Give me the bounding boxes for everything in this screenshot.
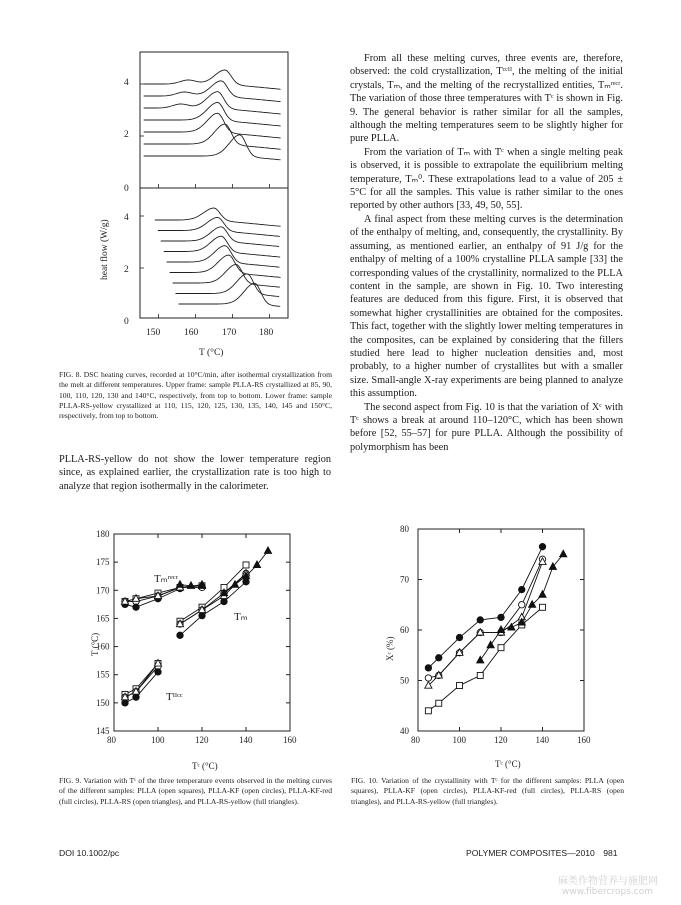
fig9-axes bbox=[96, 529, 297, 745]
data-point-square bbox=[436, 700, 442, 706]
fig9-ylabel: T (°C) bbox=[90, 632, 100, 656]
ytick-label: 70 bbox=[400, 574, 409, 585]
fig8-xtick: 150 bbox=[146, 328, 161, 338]
data-point-circle bbox=[133, 604, 139, 610]
series-line bbox=[428, 607, 542, 711]
fig9-label-recr: Tₘʳᵉᶜʳ bbox=[154, 573, 178, 585]
data-point-square bbox=[498, 645, 504, 651]
journal-name: POLYMER COMPOSITES—2010 bbox=[466, 848, 595, 858]
dsc-curve bbox=[170, 255, 281, 277]
data-point-circle bbox=[122, 700, 128, 706]
data-point-circle bbox=[155, 669, 161, 675]
data-point-circle bbox=[519, 586, 525, 592]
footer-doi: DOI 10.1002/pc bbox=[59, 848, 120, 858]
data-point-circle bbox=[199, 612, 205, 618]
data-point-circle bbox=[177, 632, 183, 638]
fig8-xtick: 170 bbox=[222, 328, 237, 338]
data-point-circle bbox=[436, 655, 442, 661]
fig8-ytick: 0 bbox=[124, 184, 129, 194]
data-point-circle bbox=[425, 665, 431, 671]
xtick-label: 140 bbox=[535, 735, 549, 745]
fig10-xlabel: Tᶜ (°C) bbox=[495, 759, 521, 769]
data-point-triangle bbox=[560, 550, 567, 557]
xtick-label: 140 bbox=[239, 735, 253, 745]
data-point-triangle bbox=[539, 591, 546, 598]
fig9-caption: FIG. 9. Variation with Tᶜ of the three temperature events observed in the melting curves of the different samples: PLLA (open squares), PLLA-KF (open circles), PLLA-KF-red (full circles), PLLA-RS (open triangles), and PLLA-RS-yellow (full triangles). bbox=[59, 776, 332, 806]
data-point-circle bbox=[498, 614, 504, 620]
fig8-ytick: 0 bbox=[124, 317, 129, 327]
ytick-label: 170 bbox=[96, 585, 110, 596]
paragraph: A final aspect from these melting curves is the determination of the enthalpy of melting, and, consequently, the crystallinity. By assuming, as mentioned earlier, an enthalpy of 91 J/g for the enthalpy of melting of a 100% crystalline PLLA sample [33] the corresponding values of the crystallinity, normalized to the PLLA content in the sample, are shown in Fig. 10. Two interesting features are deduced from this figure. First, it is observed that somewhat higher crystallinities are obtained for the composites. This fact, together with the slightly lower melting temperatures in the composites, can be explained by considering that the fillers studied here lead to higher nucleation densities and, most probably, to a higher number of crystallites but with a smaller size. Small-angle X-ray experiments are being planned to analyze this assumption. bbox=[350, 213, 623, 400]
data-point-circle bbox=[425, 675, 431, 681]
series-line bbox=[125, 666, 158, 697]
ytick-label: 150 bbox=[96, 697, 110, 708]
fig8-ylabel: heat flow (W/g) bbox=[100, 219, 110, 280]
fig8-ytick: 4 bbox=[124, 213, 129, 223]
fig8-xlabel: T (°C) bbox=[199, 348, 224, 358]
paragraph: From the variation of Tₘ with Tᶜ when a single melting peak is observed, it is possible to extrapolate the equilibrium melting temperature, Tₘ⁰. These extrapolations lead to a value of 205 ± 5°C for all the samples. This value is rather similar to the ones reported by other authors [33, 49, 50, 55]. bbox=[350, 146, 623, 212]
fig8-ytick: 4 bbox=[124, 78, 129, 88]
fig9-chart bbox=[84, 528, 304, 773]
data-point-square bbox=[477, 672, 483, 678]
fig9-label-m: Tₘ bbox=[234, 611, 248, 623]
watermark-url: www.fibercrops.com bbox=[562, 887, 653, 897]
fig8-xtick: 180 bbox=[259, 328, 274, 338]
fig10-caption: FIG. 10. Variation of the crystallinity with Tᶜ for the different samples: PLLA (open squares), PLLA-KF (open circles), PLLA-KF-red (full circles), PLLA-RS (open triangles), and PLLA-RS-yellow (full triangles). bbox=[351, 776, 624, 806]
dsc-curve bbox=[144, 70, 281, 89]
fig8-chart bbox=[98, 50, 298, 364]
xtick-label: 160 bbox=[577, 735, 591, 745]
ytick-label: 165 bbox=[96, 613, 110, 624]
data-point-square bbox=[540, 604, 546, 610]
fig9-series bbox=[121, 547, 271, 706]
data-point-circle bbox=[221, 598, 227, 604]
fig8-ytick: 2 bbox=[124, 265, 129, 275]
data-point-triangle bbox=[264, 547, 271, 554]
data-point-square bbox=[457, 683, 463, 689]
dsc-curve bbox=[144, 124, 281, 149]
ytick-label: 145 bbox=[96, 726, 110, 736]
watermark-cn: 麻类作物营养与施肥网 bbox=[558, 876, 658, 887]
ytick-label: 50 bbox=[400, 675, 409, 686]
xtick-label: 80 bbox=[107, 735, 116, 745]
left-col-text: PLLA-RS-yellow do not show the lower temperature region since, as explained earlier, the crystallization rate is too high to analyze that region isothermally in the calorimeter. bbox=[59, 454, 331, 492]
ytick-label: 180 bbox=[96, 529, 110, 539]
plot-frame bbox=[114, 534, 290, 731]
xtick-label: 100 bbox=[452, 735, 466, 745]
series-line bbox=[180, 582, 246, 635]
fig8-upper-curves bbox=[144, 70, 281, 160]
ytick-label: 160 bbox=[96, 641, 110, 652]
data-point-circle bbox=[243, 579, 249, 585]
data-point-circle bbox=[477, 617, 483, 623]
fig8-caption: FIG. 8. DSC heating curves, recorded at 10°C/min, after isothermal crystallization from the melt at different temperatures. Upper frame: sample PLLA-RS crystallized at 85, 90, 100, 110, 120, 130 and 140°C, respectively, from top to bottom. Lower frame: sample PLLA-RS-yellow crystallized at 110, 115, 120, 125, 130, 135, 140, 145 and 150°C, respectively, from top to bottom. bbox=[59, 370, 332, 421]
ytick-label: 80 bbox=[400, 524, 409, 534]
xtick-label: 80 bbox=[411, 735, 420, 745]
data-point-circle bbox=[456, 634, 462, 640]
xtick-label: 120 bbox=[195, 735, 209, 745]
footer-journal bbox=[466, 848, 618, 858]
xtick-label: 100 bbox=[151, 735, 165, 745]
data-point-square bbox=[243, 562, 249, 568]
ytick-label: 175 bbox=[96, 557, 110, 568]
series-line bbox=[125, 663, 158, 694]
xtick-label: 160 bbox=[283, 735, 297, 745]
series-line bbox=[428, 559, 542, 678]
data-point-square bbox=[425, 708, 431, 714]
dsc-curve bbox=[167, 246, 280, 267]
fig9-xlabel: Tᶜ (°C) bbox=[192, 761, 218, 771]
right-col-text bbox=[350, 52, 623, 454]
series-line bbox=[428, 562, 542, 686]
fig8-xtick: 160 bbox=[184, 328, 199, 338]
paragraph: The second aspect from Fig. 10 is that the variation of Xᶜ with Tᶜ shows a break at around 110–120°C, which has been shown before [52, 55–57] for pure PLLA. Although the possibility of polymorphism has been bbox=[350, 401, 623, 453]
fig10-ylabel: Xᶜ (%) bbox=[385, 636, 395, 661]
fig8-frame bbox=[140, 52, 288, 318]
paragraph: From all these melting curves, three events are, therefore, observed: the cold crystallization, Tᶜᶜᴵᴵ, the melting of the initial crystals, Tₘ, and the melting of the recrystallized entities, Tₘʳᵉᶜʳ. The variation of those three temperatures with Tᶜ is shown in Fig. 9. The general behavior is rather similar for all the samples, although the melting temperatures seem to be slightly higher for pure PLLA. bbox=[350, 53, 623, 145]
data-point-circle bbox=[133, 694, 139, 700]
dsc-curve bbox=[144, 102, 281, 126]
page-number: 981 bbox=[603, 848, 618, 858]
fig8-lower-curves bbox=[155, 208, 281, 306]
ytick-label: 155 bbox=[96, 669, 110, 680]
fig9-label-cc: Tᴵᴵᶜᶜ bbox=[166, 691, 183, 703]
dsc-curve bbox=[144, 92, 281, 114]
fig8-ytick: 2 bbox=[124, 130, 129, 140]
fig10-chart bbox=[380, 524, 610, 770]
series-line bbox=[125, 672, 158, 703]
ytick-label: 40 bbox=[400, 726, 409, 736]
xtick-label: 120 bbox=[494, 735, 508, 745]
data-point-circle bbox=[539, 543, 545, 549]
data-point-circle bbox=[519, 602, 525, 608]
fig10-series bbox=[425, 543, 567, 713]
ytick-label: 60 bbox=[400, 625, 409, 635]
